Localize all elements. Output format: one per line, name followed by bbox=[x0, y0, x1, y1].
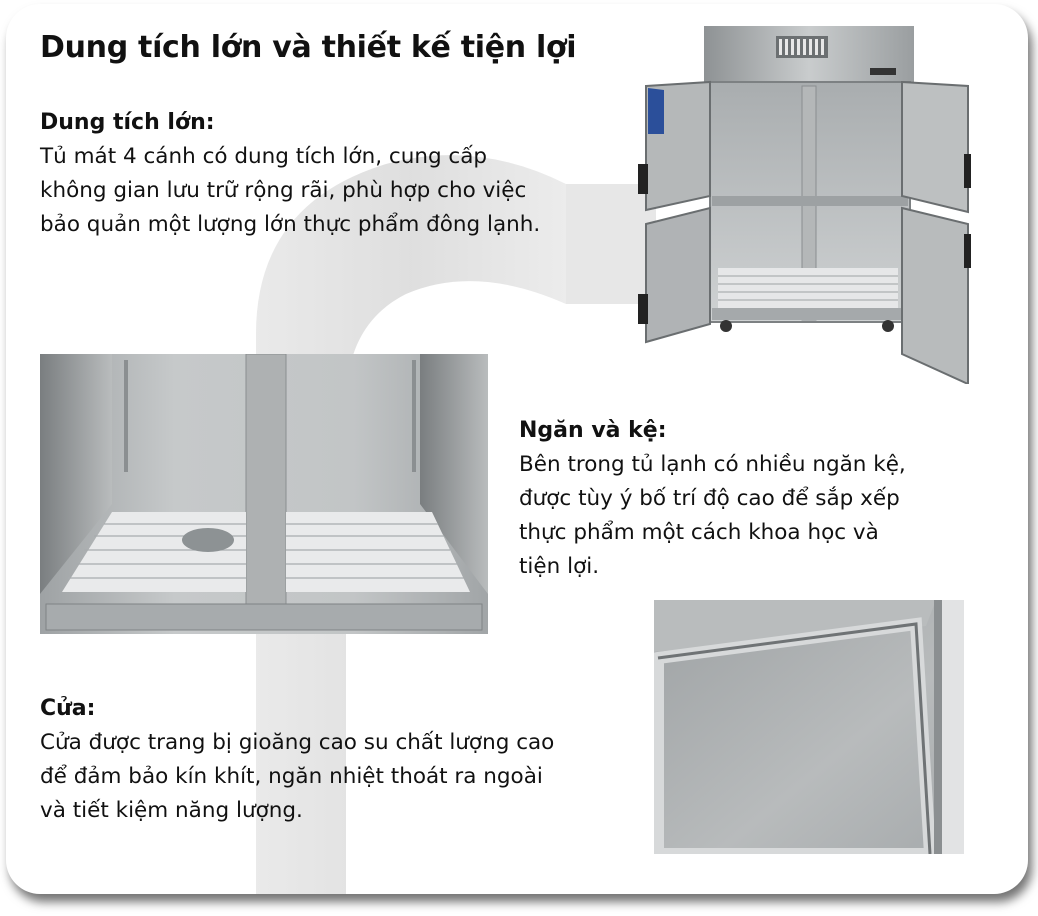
fridge-open-photo bbox=[626, 24, 971, 384]
page-title: Dung tích lớn và thiết kế tiện lợi bbox=[40, 30, 577, 65]
section-line: không gian lưu trữ rộng rãi, phù hợp cho việc bbox=[40, 178, 527, 203]
section-line: tiện lợi. bbox=[519, 554, 600, 579]
section-heading: Dung tích lớn: bbox=[40, 110, 215, 135]
section-heading: Ngăn và kệ: bbox=[519, 418, 667, 443]
section-line: Cửa được trang bị gioăng cao su chất lượng cao bbox=[40, 730, 555, 755]
section-door bbox=[40, 692, 650, 828]
section-shelves bbox=[519, 414, 989, 584]
section-line: Tủ mát 4 cánh có dung tích lớn, cung cấp bbox=[40, 144, 488, 169]
content-card bbox=[6, 4, 1028, 894]
section-line: Bên trong tủ lạnh có nhiều ngăn kệ, bbox=[519, 452, 906, 477]
section-line: và tiết kiệm năng lượng. bbox=[40, 798, 303, 823]
interior-shelves-photo bbox=[40, 354, 488, 634]
section-line: bảo quản một lượng lớn thực phẩm đông lạnh. bbox=[40, 212, 541, 237]
door-gasket-photo bbox=[654, 600, 964, 854]
section-line: được tùy ý bố trí độ cao để sắp xếp bbox=[519, 486, 900, 511]
section-line: để đảm bảo kín khít, ngăn nhiệt thoát ra ngoài bbox=[40, 764, 543, 789]
section-heading: Cửa: bbox=[40, 696, 96, 721]
section-line: thực phẩm một cách khoa học và bbox=[519, 520, 879, 545]
section-capacity bbox=[40, 106, 630, 242]
